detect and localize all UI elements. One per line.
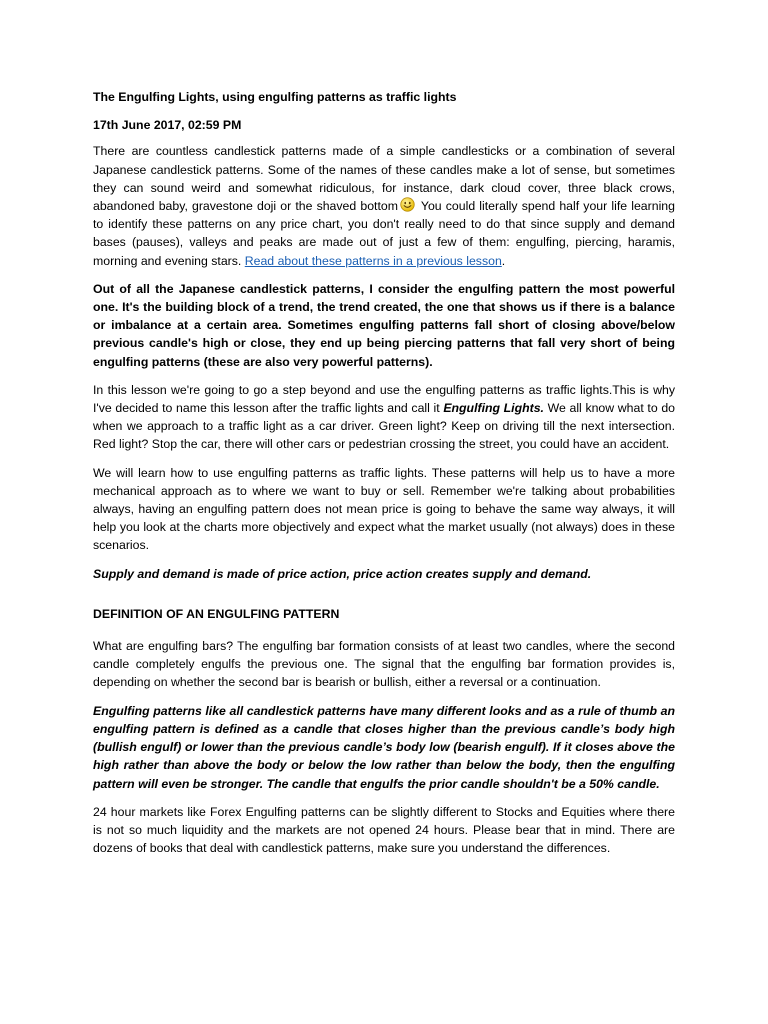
paragraph-intro-text: There are countless candlestick patterns made of a simple candlesticks or a combination of several Japanese candlestick patterns. Some of the names of these candles make a lot of sense, but sometimes they can sound weird and somewhat ridiculous, for instance, dark cloud cover, three black crows, abandoned baby, gravestone doji or the shaved bottom [93,144,675,214]
previous-lesson-link[interactable]: Read about these patterns in a previous lesson [244,253,502,268]
paragraph-traffic-lights: We will learn how to use engulfing patterns as traffic lights. These patterns will help us to have a more mechanical approach as to where we want to buy or sell. Remember we're talking about probabilities always, having an engulfing pattern does not mean price is going to behave the same way always, it will help you look at the charts more objectively and expect what the market usually (not always) does in these scenarios. [93,465,675,553]
paragraph-lesson-text: In this lesson we're going to go a step beyond and use the engulfing patterns as traffic lights.This is why I've decided to name this lesson after the traffic lights and call it [93,382,675,416]
section-heading-definition: DEFINITION OF AN ENGULFING PATTERN [93,606,340,621]
paragraph-intro [93,142,675,269]
article-date: 17th June 2017, 02:59 PM [93,118,242,133]
paragraph-lesson-overview [93,381,675,454]
paragraph-lesson-continued: We all know what to do when we approach to a traffic light as a car driver. Green light? Keep on driving till the next intersection. Red light? Stop the car, there will other cars or pedestrian crossing the street, you could have an accident. [93,401,676,452]
article-title: The Engulfing Lights, using engulfing patterns as traffic lights [93,90,457,104]
smiley-face-icon [400,197,415,212]
engulfing-lights-term: Engulfing Lights. [443,401,544,416]
paragraph-markets: 24 hour markets like Forex Engulfing patterns can be slightly different to Stocks and Equities where there is not so much liquidity and the markets are not opened 24 hours. Please bear that in mind. There are dozens of books that deal with candlestick patterns, make sure you understand the differences. [93,804,675,856]
paragraph-intro-end: . [501,253,506,268]
paragraph-definition: What are engulfing bars? The engulfing bar formation consists of at least two candles, where the second candle completely engulfs the previous one. The signal that the engulfing bar formation provides is, depending on whether the second bar is bearish or bullish, either a reversal or a continuation. [93,639,675,690]
document-page [93,88,675,867]
paragraph-engulfing-power: Out of all the Japanese candlestick patterns, I consider the engulfing pattern the most powerful one. It's the building block of a trend, the trend created, the one that shows us if there is a balance or imbalance at a certain area. Sometimes engulfing patterns fall short of closing above/below previous candle's high or close, they end up being piercing patterns that fall very short of being engulfing patterns (these are also very powerful patterns). [93,281,675,369]
paragraph-intro-continued: You could literally spend half your life learning to identify these patterns on any price chart, you don't really need to do that since supply and demand bases (pauses), valleys and peaks are made out of just a few of them: engulfing, piercing, haramis, morning and evening stars. [93,199,675,268]
supply-demand-quote: Supply and demand is made of price action, price action creates supply and demand. [93,566,592,581]
paragraph-rule-of-thumb: Engulfing patterns like all candlestick patterns have many different looks and as a rule of thumb an engulfing pattern is defined as a candle that closes higher than the previous candle’s body high (bullish engulf) or lower than the previous candle’s body low (bearish engulf). If it closes above the high rather than above the body or below the low rather than below the body, then the engulfing pattern will even be stronger. The candle that engulfs the prior candle shouldn't be a 50% candle. [93,703,675,791]
